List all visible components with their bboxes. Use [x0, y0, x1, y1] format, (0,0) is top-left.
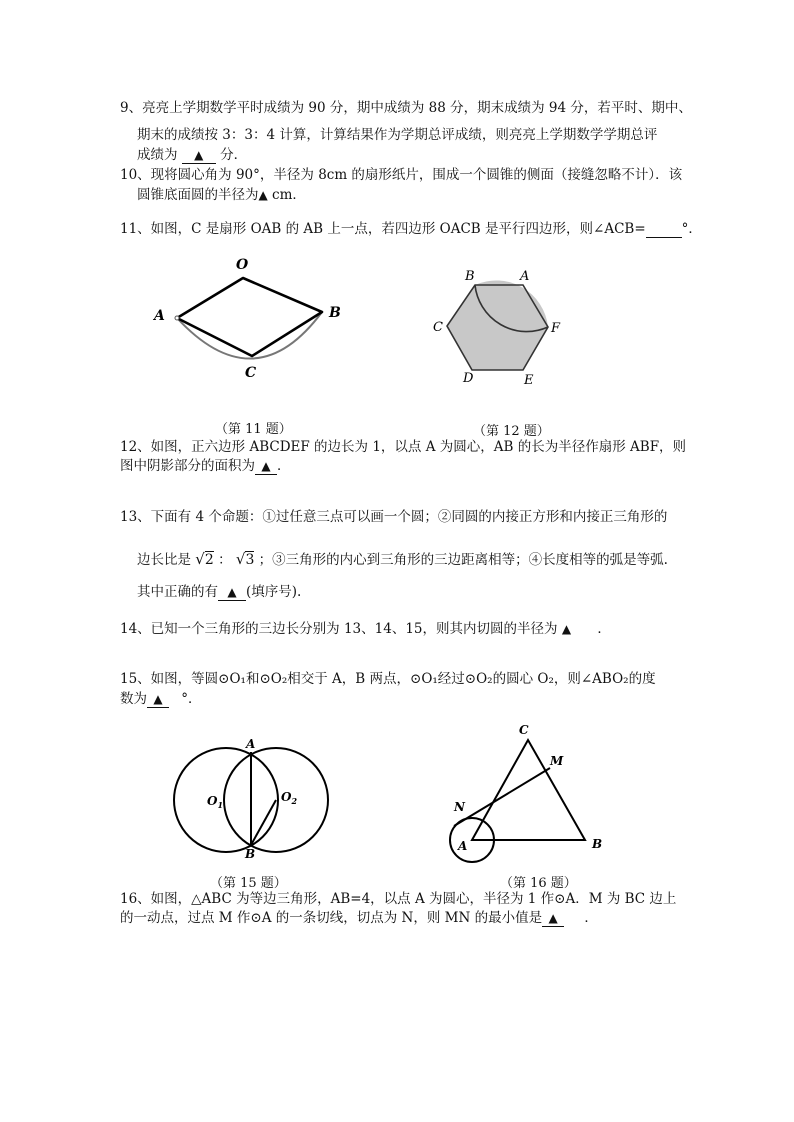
fig15-circle-o1 [174, 748, 278, 852]
q16-answer-blank: ▲ [542, 911, 564, 927]
q14-line1 [120, 620, 611, 638]
q15-line2-text-b: °． [181, 691, 202, 707]
q11-answer-blank [646, 222, 682, 238]
q10-line2 [137, 186, 306, 204]
fig15-label-b: B [245, 847, 256, 861]
fig16-label-b: B [592, 837, 603, 851]
q16-line2-text-b: ． [584, 910, 598, 926]
q16-line2 [120, 909, 598, 927]
fig12-label-e: E [524, 373, 534, 388]
q9-line3-text-a: 成绩为 [137, 147, 178, 163]
fig15-label-o1 [207, 794, 223, 810]
q14-text-a: 14、已知一个三角形的三边长分别为 13、14、15，则其内切圆的半径为 [120, 621, 558, 637]
q10-answer-blank: ▲ [258, 188, 268, 202]
q15-line2 [120, 690, 202, 708]
fig12-label-a: A [520, 269, 530, 284]
fig11-label-b: B [329, 305, 341, 321]
fig11-point-a [175, 316, 179, 320]
fig15-label-o1-sub: 1 [217, 800, 224, 810]
q12-line2 [120, 457, 291, 475]
q11-text-a: 11、如图，C 是扇形 OAB 的 AB 上一点，若四边形 OACB 是平行四边形，则∠ACB= [120, 221, 646, 237]
q12-line1: 12、如图，正六边形 ABCDEF 的边长为 1，以点 A 为圆心，AB 的长为半径作扇形 ABF，则 [120, 439, 687, 455]
q13-line2-text-a: 边长比是 [137, 552, 191, 568]
q11-text-b: °． [681, 221, 702, 237]
q13-line3-text-b: (填序号). [246, 584, 302, 600]
q14-answer-blank: ▲ [561, 622, 572, 636]
fig16-label-n: N [454, 800, 465, 814]
fig11-caption: （第 11 题） [215, 422, 292, 437]
figure-16 [440, 718, 610, 868]
q10-line2-text-b: cm． [272, 187, 306, 203]
fig12-caption: （第 12 题） [473, 424, 550, 439]
figure-11 [150, 252, 350, 382]
q15-answer-blank: ▲ [147, 692, 169, 708]
fig15-label-o2 [281, 790, 297, 806]
q12-line2-text-a: 图中阴影部分的面积为 [120, 458, 255, 474]
figure-12 [430, 265, 570, 390]
q16-line1: 16、如图，△ABC 为等边三角形，AB=4，以点 A 为圆心，半径为 1 作⊙A．M 为 BC 边上 [120, 891, 677, 907]
fig11-arc-ab [177, 312, 322, 359]
fig16-tangent-mn [454, 768, 550, 826]
q13-ratio-colon: ： [218, 552, 232, 568]
fig12-label-c: C [433, 320, 443, 335]
q13-radicand-2: 2 [204, 552, 214, 568]
fig16-label-c: C [519, 723, 529, 737]
q13-answer-blank: ▲ [218, 585, 246, 601]
fig12-label-b: B [465, 269, 475, 284]
fig15-label-a: A [246, 737, 256, 751]
sqrt-sign: √ [195, 550, 205, 568]
q12-line2-text-b: ． [277, 458, 291, 474]
q10-line2-text-a: 圆锥底面圆的半径为 [137, 187, 259, 203]
q14-text-b: ． [597, 621, 611, 637]
q11-line1 [120, 220, 702, 238]
figure-15 [168, 732, 338, 862]
sqrt-sign: √ [235, 550, 246, 568]
q15-line1: 15、如图，等圆⊙O₁和⊙O₂相交于 A，B 两点，⊙O₁经过⊙O₂的圆心 O₂，则∠ABO₂的度 [120, 671, 656, 687]
fig16-label-a: A [458, 839, 468, 853]
fig12-label-d: D [463, 371, 474, 386]
q10-line1: 10、现将圆心角为 90°，半径为 8cm 的扇形纸片，围成一个圆锥的侧面（接缝忽略不计）．该 [120, 167, 683, 183]
fig15-caption: （第 15 题） [210, 876, 287, 891]
q9-answer-blank: ▲ [182, 148, 216, 164]
q13-line2 [137, 550, 668, 569]
fig15-label-o2-sub: 2 [291, 796, 298, 806]
fig11-label-c: C [245, 365, 257, 381]
fig16-label-m: M [550, 754, 564, 768]
fig15-label-o2-letter: O [281, 790, 292, 804]
fig11-label-a: A [154, 308, 165, 324]
fig12-shaded-region [447, 280, 548, 370]
fig16-caption: （第 16 题） [500, 876, 577, 891]
q9-line3-text-b: 分． [220, 147, 248, 163]
q13-line3-text-a: 其中正确的有 [137, 584, 218, 600]
fig12-label-f: F [551, 321, 561, 336]
q13-line1: 13、下面有 4 个命题：①过任意三点可以画一个圆；②同圆的内接正方形和内接正三角形的 [120, 509, 668, 525]
q9-line1: 9、亮亮上学期数学平时成绩为 90 分，期中成绩为 88 分，期末成绩为 94 分，若平时、期中、 [120, 100, 692, 116]
fig11-parallelogram-oacb [177, 278, 322, 356]
fig11-label-o: O [236, 257, 249, 273]
fig15-label-o1-letter: O [207, 794, 218, 808]
q9-line3 [137, 146, 247, 164]
q13-line3 [137, 583, 301, 601]
q16-line2-text-a: 的一动点，过点 M 作⊙A 的一条切线，切点为 N，则 MN 的最小值是 [120, 910, 543, 926]
q9-line2: 期末的成绩按 3：3：4 计算，计算结果作为学期总评成绩，则亮亮上学期数学学期总评 [137, 127, 658, 143]
q13-line2-text-e: ；③三角形的内心到三角形的三边距离相等；④长度相等的弧是等弧. [258, 552, 668, 568]
q12-answer-blank: ▲ [255, 459, 277, 475]
q15-line2-text-a: 数为 [120, 691, 147, 707]
q13-radicand-3: 3 [245, 552, 255, 568]
